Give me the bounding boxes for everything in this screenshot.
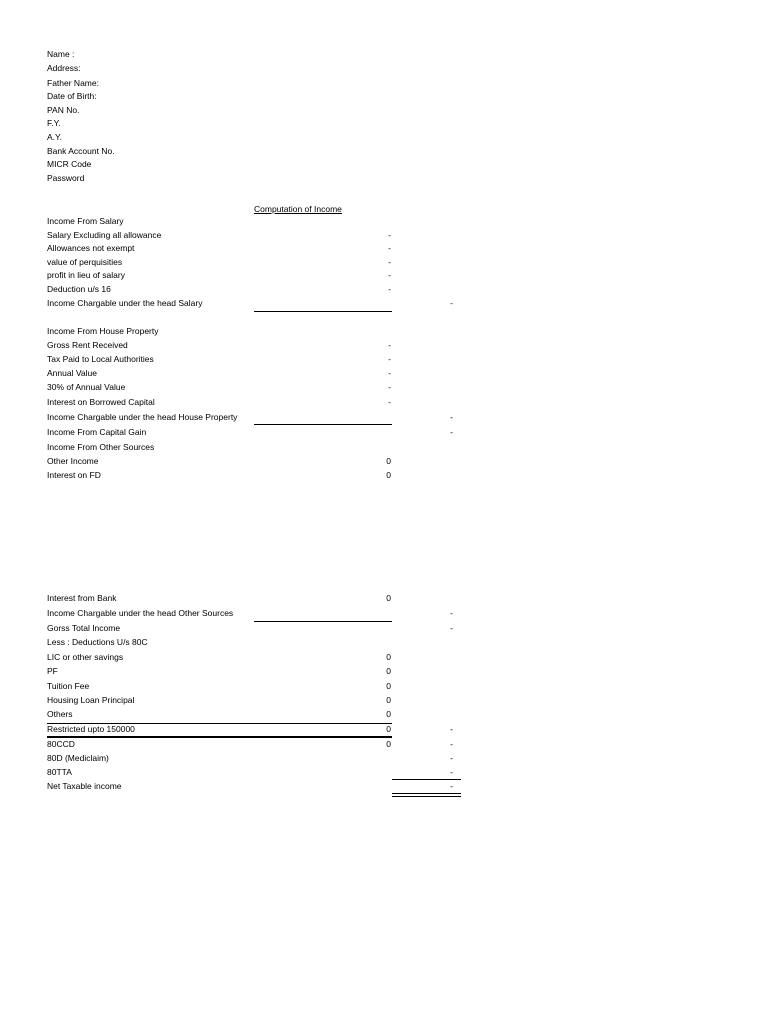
computation-row [0,694,768,707]
row-label: Deduction u/s 16 [47,284,111,294]
row-label: Less : Deductions U/s 80C [47,637,148,647]
detail-label: F.Y. [47,118,61,128]
row-label: 30% of Annual Value [47,382,126,392]
detail-label: Date of Birth: [47,91,97,101]
computation-row [0,592,768,605]
row-total: - [450,623,453,633]
computation-row [0,283,768,296]
row-total: - [450,781,453,791]
computation-row [0,752,768,765]
computation-row [0,339,768,352]
computation-row [0,723,768,736]
row-label: Restricted upto 150000 [47,724,135,734]
detail-row [0,90,768,103]
row-total: - [450,724,453,734]
row-amount: - [388,230,391,240]
detail-row [0,117,768,130]
detail-label: PAN No. [47,105,80,115]
row-amount: 0 [386,666,391,676]
row-amount: 0 [386,456,391,466]
computation-row [0,622,768,635]
computation-row [0,780,768,793]
row-total: - [450,739,453,749]
detail-row [0,131,768,144]
computation-row [0,367,768,380]
row-label: profit in lieu of salary [47,270,125,280]
row-amount: 0 [386,695,391,705]
row-total: - [450,298,453,308]
row-amount: 0 [386,709,391,719]
computation-row [0,607,768,620]
computation-row [0,242,768,255]
computation-row [0,325,768,338]
computation-row [0,441,768,454]
restricted-bottom-rule [47,736,392,738]
restricted-top-rule [47,723,392,724]
row-label: Allowances not exempt [47,243,135,253]
computation-row [0,455,768,468]
row-amount: - [388,368,391,378]
row-amount: - [388,382,391,392]
computation-row [0,256,768,269]
row-amount: - [388,397,391,407]
detail-row [0,145,768,158]
subtotal-rule [254,424,392,425]
row-label: Annual Value [47,368,97,378]
row-amount: 0 [386,470,391,480]
row-amount: - [388,270,391,280]
row-label: Interest on FD [47,470,101,480]
row-label: Others [47,709,73,719]
row-amount: - [388,354,391,364]
row-label: Interest from Bank [47,593,117,603]
computation-row [0,229,768,242]
row-label: 80TTA [47,767,72,777]
detail-label: A.Y. [47,132,62,142]
computation-row [0,708,768,721]
subtotal-rule [254,311,392,312]
computation-row [0,469,768,482]
computation-row [0,269,768,282]
computation-row [0,297,768,310]
computation-title: Computation of Income [254,204,342,214]
row-label: Interest on Borrowed Capital [47,397,155,407]
row-label: PF [47,666,58,676]
row-label: 80CCD [47,739,75,749]
computation-row [0,353,768,366]
computation-row [0,738,768,751]
detail-row [0,158,768,171]
deductions-total-rule [392,779,461,780]
detail-label: Father Name: [47,78,99,88]
detail-row [0,62,768,75]
row-total: - [450,412,453,422]
row-total: - [450,767,453,777]
detail-label: MICR Code [47,159,92,169]
row-label: Tuition Fee [47,681,90,691]
row-label: LIC or other savings [47,652,124,662]
row-label: Housing Loan Principal [47,695,135,705]
computation-row [0,381,768,394]
row-label: Income Chargable under the head Salary [47,298,203,308]
computation-row [0,636,768,649]
row-label: Net Taxable income [47,781,122,791]
row-label: 80D (Mediclaim) [47,753,109,763]
computation-row [0,766,768,779]
row-label: Income From Capital Gain [47,427,147,437]
row-total: - [450,753,453,763]
computation-row [0,411,768,424]
row-label: value of perquisities [47,257,123,267]
computation-row [0,665,768,678]
computation-row [0,680,768,693]
subtotal-rule [254,621,392,622]
detail-row [0,104,768,117]
row-amount: 0 [386,652,391,662]
detail-label: Password [47,173,85,183]
row-label: Gross Rent Received [47,340,128,350]
detail-label: Address: [47,63,81,73]
detail-row [0,172,768,185]
row-label: Tax Paid to Local Authorities [47,354,154,364]
row-amount: 0 [386,739,391,749]
detail-label: Name : [47,49,75,59]
row-amount: 0 [386,681,391,691]
computation-row [0,426,768,439]
row-amount: 0 [386,724,391,734]
row-amount: - [388,243,391,253]
row-total: - [450,427,453,437]
row-label: Salary Excluding all allowance [47,230,162,240]
row-label: Income From Other Sources [47,442,155,452]
row-amount: 0 [386,593,391,603]
row-amount: - [388,340,391,350]
computation-row [0,651,768,664]
row-label: Gorss Total Income [47,623,121,633]
row-label: Income Chargable under the head Other Sources [47,608,234,618]
detail-label: Bank Account No. [47,146,115,156]
net-income-double-rule [392,793,461,797]
row-amount: - [388,257,391,267]
row-total: - [450,608,453,618]
computation-row [0,215,768,228]
row-label: Income From Salary [47,216,124,226]
computation-row [0,396,768,409]
row-amount: - [388,284,391,294]
detail-row [0,77,768,90]
row-label: Other Income [47,456,99,466]
row-label: Income From House Property [47,326,159,336]
detail-row [0,48,768,61]
row-label: Income Chargable under the head House Property [47,412,238,422]
